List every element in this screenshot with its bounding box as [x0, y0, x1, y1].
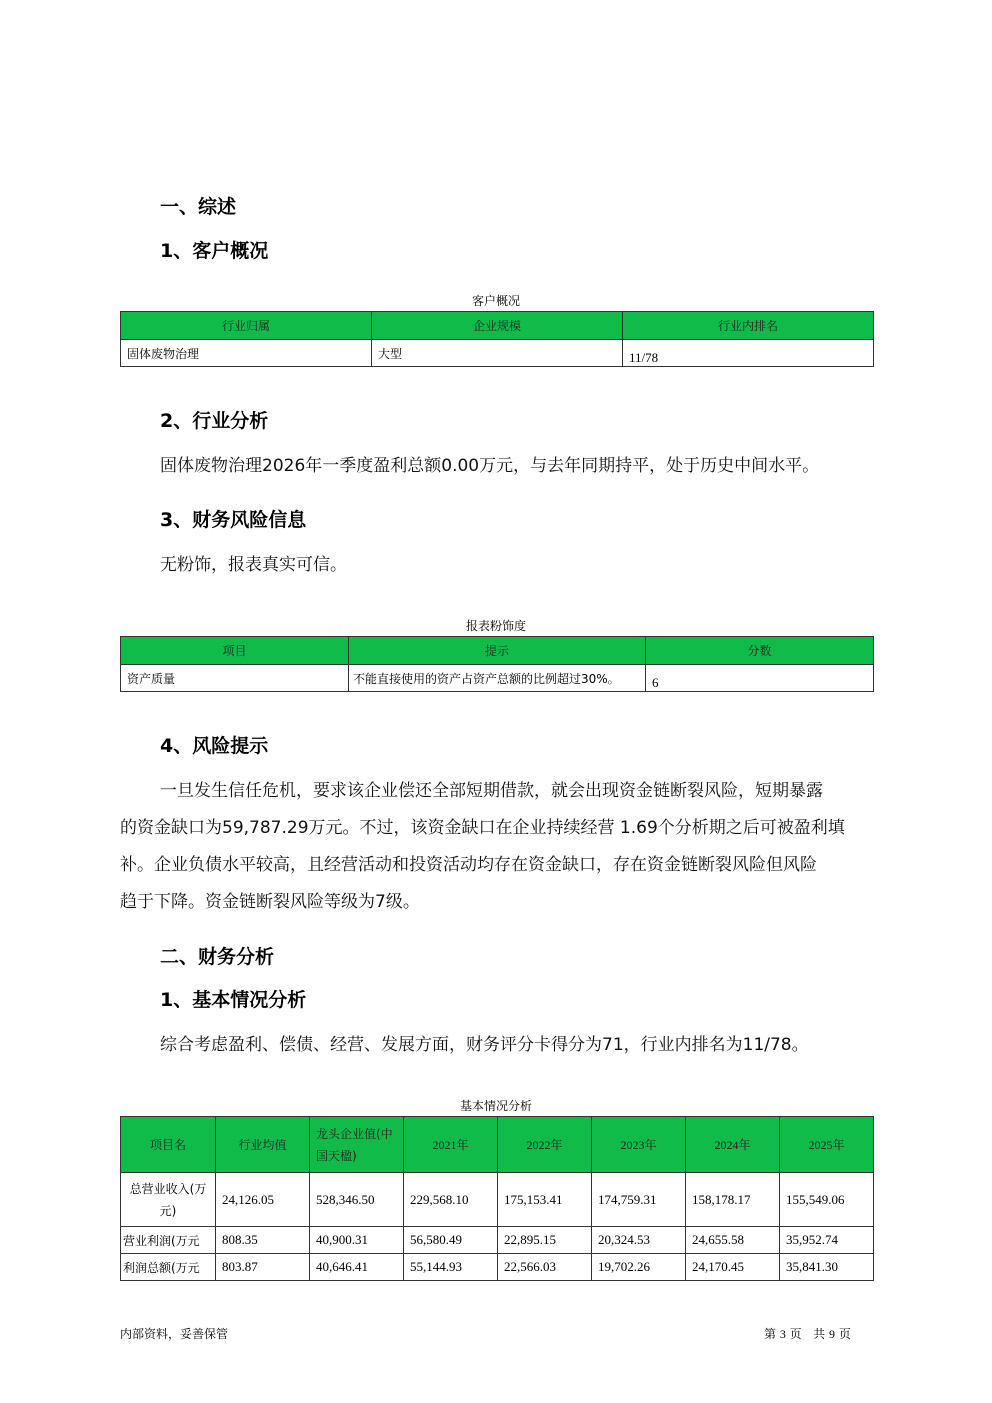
- table-cell: 56,580.49: [404, 1227, 498, 1254]
- table-cell: 808.35: [216, 1227, 310, 1254]
- table-header-cell: 项目: [121, 637, 349, 665]
- subsection-title-risk-alert: 4、风险提示: [160, 735, 269, 757]
- table-header-cell: 行业归属: [121, 312, 372, 340]
- table-header-cell: 项目名: [121, 1117, 216, 1173]
- table-cell: 11/78: [623, 340, 874, 367]
- page-label: 共: [813, 1327, 826, 1341]
- table-cell: 资产质量: [121, 665, 349, 692]
- table-header-cell: 2021年: [404, 1117, 498, 1173]
- table-cell: 22,895.15: [498, 1227, 592, 1254]
- table-cell: 229,568.10: [404, 1173, 498, 1227]
- risk-alert-line: 的资金缺口为59,787.29万元。不过，该资金缺口在企业持续经营 1.69个分析期之后可被盈利填: [120, 818, 845, 838]
- table-header-cell: 2024年: [686, 1117, 780, 1173]
- subsection-title-customer: 1、客户概况: [160, 240, 269, 262]
- risk-alert-line: 一旦发生信任危机，要求该企业偿还全部短期借款，就会出现资金链断裂风险，短期暴露: [160, 781, 823, 801]
- risk-alert-line: 趋于下降。资金链断裂风险等级为7级。: [120, 892, 420, 912]
- table-header-cell: 企业规模: [372, 312, 623, 340]
- table-row: [121, 1254, 874, 1281]
- table-header-cell: 分数: [646, 637, 874, 665]
- table-row: [121, 1227, 874, 1254]
- table-cell: 35,952.74: [780, 1227, 874, 1254]
- page-label: 页: [838, 1327, 851, 1341]
- page-label: 页: [789, 1327, 802, 1341]
- table-row: [121, 1173, 874, 1227]
- table-cell: 175,153.41: [498, 1173, 592, 1227]
- risk-alert-line: 补。企业负债水平较高，且经营活动和投资活动均存在资金缺口，存在资金链断裂风险但风险: [120, 855, 817, 875]
- current-page: 3: [779, 1327, 786, 1341]
- footer-page-number: [764, 1325, 851, 1342]
- subsection-title-industry: 2、行业分析: [160, 410, 269, 432]
- industry-analysis-text: 固体废物治理2026年一季度盈利总额0.00万元，与去年同期持平，处于历史中间水平。: [160, 456, 820, 476]
- table-header-cell: 提示: [349, 637, 646, 665]
- table-cell: 19,702.26: [592, 1254, 686, 1281]
- page-label: 第: [764, 1327, 777, 1341]
- section-title-financial-analysis: 二、财务分析: [160, 946, 275, 968]
- table-cell: 24,170.45: [686, 1254, 780, 1281]
- table-cell: 总营业收入(万元): [121, 1173, 216, 1227]
- table-cell: 20,324.53: [592, 1227, 686, 1254]
- table-cell: 155,549.06: [780, 1173, 874, 1227]
- table-cell: 24,126.05: [216, 1173, 310, 1227]
- table-cell: 803.87: [216, 1254, 310, 1281]
- footer-confidential-note: 内部资料，妥善保管: [120, 1327, 229, 1341]
- report-whitewash-table: [120, 636, 874, 692]
- financial-risk-text: 无粉饰，报表真实可信。: [160, 555, 347, 575]
- basic-analysis-table: [120, 1116, 874, 1281]
- table-cell: 55,144.93: [404, 1254, 498, 1281]
- table-caption: 客户概况: [471, 294, 520, 308]
- basic-analysis-text: 综合考虑盈利、偿债、经营、发展方面，财务评分卡得分为71，行业内排名为11/78。: [160, 1035, 809, 1055]
- table-cell: 158,178.17: [686, 1173, 780, 1227]
- table-header-cell: 2022年: [498, 1117, 592, 1173]
- table-cell: 40,900.31: [310, 1227, 404, 1254]
- table-cell: 固体废物治理: [121, 340, 372, 367]
- table-cell: 24,655.58: [686, 1227, 780, 1254]
- table-cell: 35,841.30: [780, 1254, 874, 1281]
- table-cell: 22,566.03: [498, 1254, 592, 1281]
- table-header-cell: 行业内排名: [623, 312, 874, 340]
- table-header-cell: 龙头企业值(中国天楹): [310, 1117, 404, 1173]
- customer-overview-table: [120, 311, 874, 367]
- table-cell: 营业利润(万元: [121, 1227, 216, 1254]
- subsection-title-basic-analysis: 1、基本情况分析: [160, 989, 307, 1011]
- table-caption: 基本情况分析: [459, 1099, 532, 1113]
- table-caption: 报表粉饰度: [465, 619, 526, 633]
- total-pages: 9: [828, 1327, 835, 1341]
- table-cell: 174,759.31: [592, 1173, 686, 1227]
- subsection-title-financial-risk: 3、财务风险信息: [160, 509, 307, 531]
- table-cell: 40,646.41: [310, 1254, 404, 1281]
- table-cell: 6: [646, 665, 874, 692]
- table-header-cell: 2025年: [780, 1117, 874, 1173]
- table-header-cell: 2023年: [592, 1117, 686, 1173]
- section-title-overview: 一、综述: [160, 196, 237, 218]
- table-cell: 大型: [372, 340, 623, 367]
- table-header-cell: 行业均值: [216, 1117, 310, 1173]
- table-cell: 利润总额(万元: [121, 1254, 216, 1281]
- table-cell: 528,346.50: [310, 1173, 404, 1227]
- table-cell: 不能直接使用的资产占资产总额的比例超过30%。: [349, 665, 646, 692]
